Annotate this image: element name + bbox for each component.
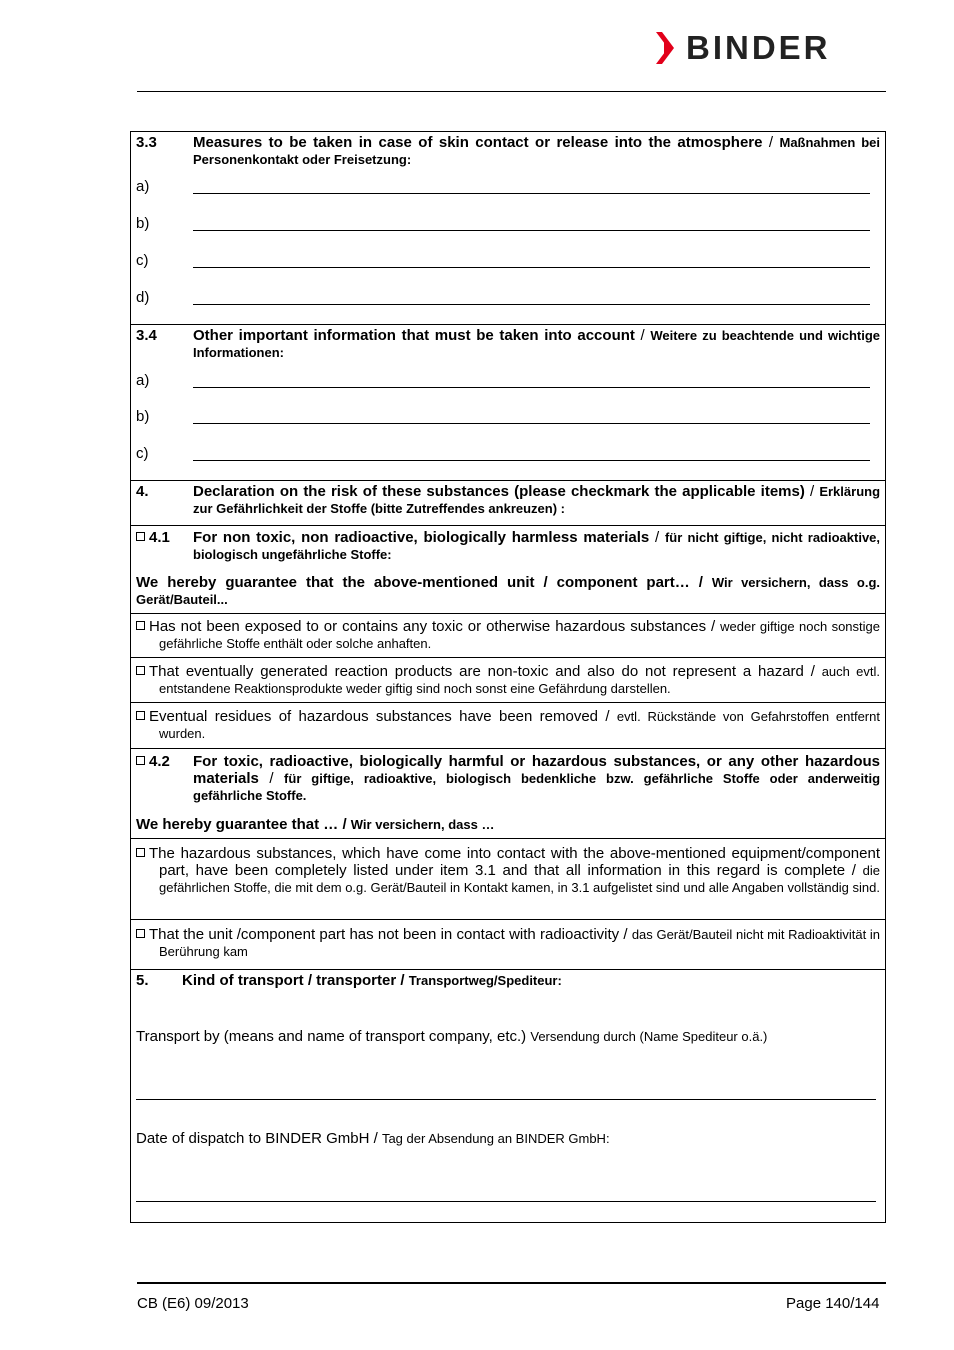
divider xyxy=(131,838,885,839)
dispatch-date-answer-line[interactable] xyxy=(136,1201,876,1202)
section-4-2-number: 4.2 xyxy=(136,753,170,770)
line-label-d: d) xyxy=(136,289,150,306)
answer-line-3-3-c[interactable] xyxy=(193,267,870,268)
divider xyxy=(131,613,885,614)
declaration-form xyxy=(130,131,886,1223)
section-4-number: 4. xyxy=(136,483,149,500)
divider xyxy=(131,657,885,658)
check-item-4-1-2: That eventually generated reaction products are non-toxic and also do not represent a hazard / auch evtl. entstandene Reaktionsprodukte weder giftig sind noch sonst eine Gefährdung darstellen. xyxy=(136,663,880,697)
checkbox[interactable] xyxy=(136,666,145,675)
answer-line-3-3-a[interactable] xyxy=(193,193,870,194)
section-3-4-number: 3.4 xyxy=(136,327,157,344)
binder-logo xyxy=(654,30,831,66)
section-4-1-number: 4.1 xyxy=(136,529,170,546)
page-number: Page 140/144 xyxy=(786,1295,880,1312)
checkbox[interactable] xyxy=(136,929,145,938)
answer-line-3-4-b[interactable] xyxy=(193,423,870,424)
checkbox[interactable] xyxy=(136,848,145,857)
dispatch-date-label: Date of dispatch to BINDER GmbH / Tag der Absendung an BINDER GmbH: xyxy=(136,1130,610,1147)
divider xyxy=(131,748,885,749)
check-item-4-2-1: The hazardous substances, which have come into contact with the above-mentioned equipment/component part, have been completely listed under item 3.1 and that all information in this regard is complete / die gefährlichen Stoffe, die mit dem o.g. Gerät/Bauteil in Kontakt kamen, in 3.1 aufgelistet sind und alle Angaben vollständig sind. xyxy=(136,845,880,896)
answer-line-3-3-d[interactable] xyxy=(193,304,870,305)
divider xyxy=(131,702,885,703)
section-4-heading: Declaration on the risk of these substances (please checkmark the applicable items) / Erklärung zur Gefährlichkeit der Stoffe (bitte Zutreffendes ankreuzen) : xyxy=(193,483,881,516)
section-3-3-number: 3.3 xyxy=(136,134,157,151)
divider xyxy=(131,324,885,325)
line-label-c: c) xyxy=(136,252,149,269)
section-3-4-heading: Other important information that must be taken into account / Weitere zu beachtende und wichtige Informationen: xyxy=(193,327,880,360)
transport-answer-line[interactable] xyxy=(136,1099,876,1100)
line-label-a: a) xyxy=(136,178,150,195)
line-label-b: b) xyxy=(136,408,150,425)
answer-line-3-3-b[interactable] xyxy=(193,230,870,231)
answer-line-3-4-c[interactable] xyxy=(193,460,870,461)
section-3-3-heading: Measures to be taken in case of skin contact or release into the atmosphere / Maßnahmen bei Personenkontakt oder Freisetzung: xyxy=(193,134,880,167)
section-4-2-heading: For toxic, radioactive, biologically harmful or hazardous substances, or any other hazardous materials / für giftige, radioaktive, biologisch bedenkliche bzw. gefährliche Stoffe oder anderweitig gefährliche Stoffe. xyxy=(193,753,881,803)
check-item-4-1-3: Eventual residues of hazardous substances have been removed / evtl. Rückstände von Gefahrstoffen entfernt wurden. xyxy=(136,708,880,742)
divider xyxy=(131,525,885,526)
divider xyxy=(131,969,885,970)
checkbox-4-2[interactable] xyxy=(136,756,145,765)
section-4-1-heading: For non toxic, non radioactive, biologically harmless materials / für nicht giftige, nicht radioaktive, biologisch ungefährliche Stoffe: xyxy=(193,529,881,562)
check-item-4-1-1: Has not been exposed to or contains any toxic or otherwise hazardous substances / weder giftige noch sonstige gefährliche Stoffe enthält oder solche anhaften. xyxy=(136,618,880,652)
line-label-b: b) xyxy=(136,215,150,232)
logo-arrow-icon xyxy=(654,30,680,66)
divider xyxy=(131,919,885,920)
transport-by-label: Transport by (means and name of transport company, etc.) Versendung durch (Name Spediteur o.ä.) xyxy=(136,1028,768,1045)
guarantee-4-2: We hereby guarantee that … / Wir versichern, dass … xyxy=(136,816,495,833)
checkbox[interactable] xyxy=(136,621,145,630)
check-item-4-2-2: That the unit /component part has not been in contact with radioactivity / das Gerät/Bauteil nicht mit Radioaktivität in Berührung kam xyxy=(136,926,880,960)
header-rule xyxy=(137,91,886,92)
checkbox-4-1[interactable] xyxy=(136,532,145,541)
guarantee-4-1: We hereby guarantee that the above-mentioned unit / component part… / Wir versichern, dass o.g. Gerät/Bauteil... xyxy=(136,574,880,607)
document-code: CB (E6) 09/2013 xyxy=(137,1295,249,1312)
answer-line-3-4-a[interactable] xyxy=(193,387,870,388)
footer-rule xyxy=(137,1282,886,1284)
checkbox[interactable] xyxy=(136,711,145,720)
line-label-c: c) xyxy=(136,445,149,462)
section-5-number: 5. xyxy=(136,972,149,989)
line-label-a: a) xyxy=(136,372,150,389)
divider xyxy=(131,480,885,481)
section-5-heading: Kind of transport / transporter / Transportweg/Spediteur: xyxy=(182,972,562,989)
brand-name: BINDER xyxy=(686,29,831,66)
